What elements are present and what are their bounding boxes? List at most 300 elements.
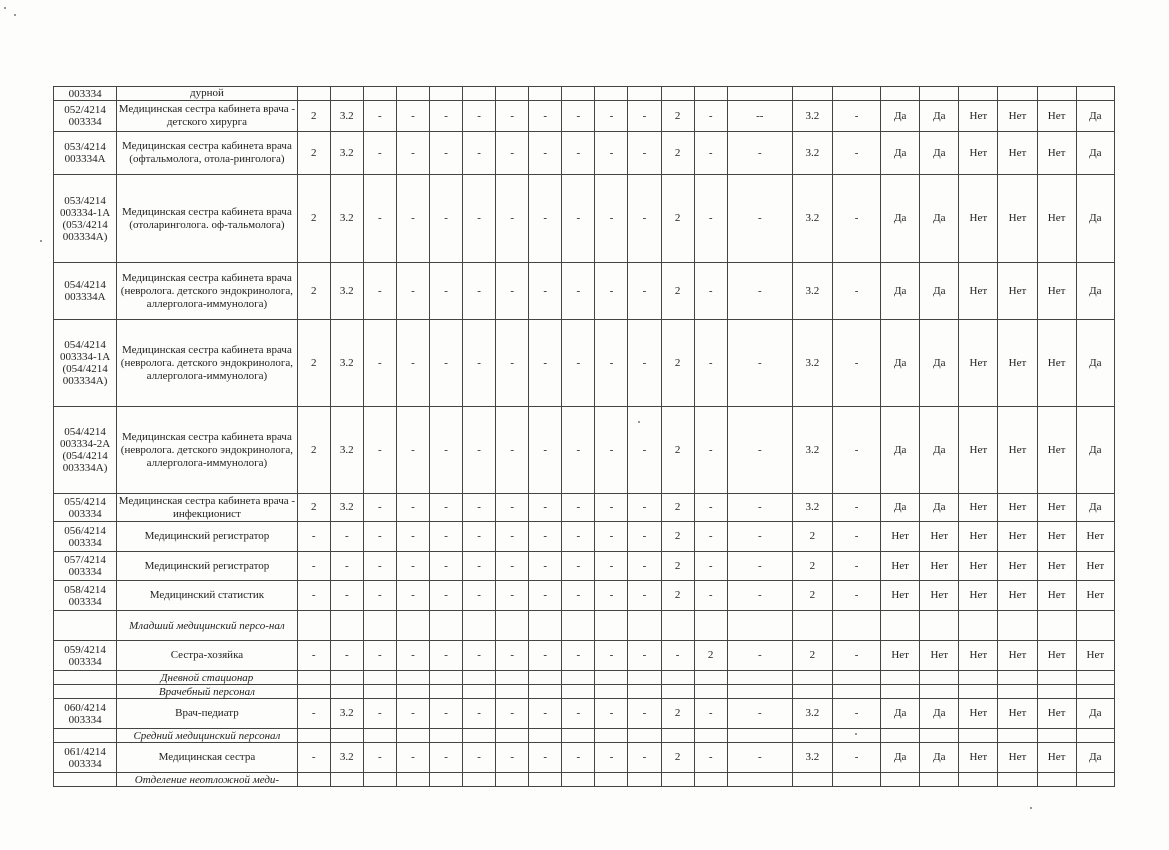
value-cell [1076, 685, 1114, 699]
value-cell [628, 773, 661, 787]
value-cell: - [363, 699, 396, 729]
value-cell: - [429, 494, 462, 522]
value-cell: 2 [297, 320, 330, 407]
value-cell [297, 671, 330, 685]
value-cell [661, 685, 694, 699]
value-cell [363, 685, 396, 699]
position-name: Медицинская сестра кабинета врача (невролога. детского эндокринолога, аллерголога-иммунолога) [117, 320, 298, 407]
value-cell [595, 685, 628, 699]
value-cell: - [595, 407, 628, 494]
value-cell [529, 729, 562, 743]
value-cell [628, 87, 661, 101]
value-cell: 3.2 [330, 175, 363, 263]
value-cell [998, 729, 1037, 743]
value-cell: - [463, 641, 496, 671]
value-cell [496, 685, 529, 699]
value-cell: 2 [297, 101, 330, 132]
value-cell: - [363, 175, 396, 263]
value-cell: - [429, 263, 462, 320]
value-cell: - [529, 407, 562, 494]
value-cell: - [429, 641, 462, 671]
value-cell: - [562, 743, 595, 773]
value-cell [792, 611, 832, 641]
value-cell: Да [920, 699, 959, 729]
value-cell: - [330, 522, 363, 552]
value-cell [661, 87, 694, 101]
value-cell [396, 611, 429, 641]
value-cell [595, 87, 628, 101]
value-cell: - [396, 494, 429, 522]
value-cell: - [727, 320, 792, 407]
value-cell: - [396, 263, 429, 320]
position-name: Медицинская сестра кабинета врача (невролога. детского эндокринолога, аллерголога-иммунолога) [117, 407, 298, 494]
value-cell: - [562, 320, 595, 407]
value-cell: - [562, 641, 595, 671]
value-cell: Да [881, 263, 920, 320]
value-cell: 3.2 [330, 494, 363, 522]
value-cell: 2 [661, 743, 694, 773]
value-cell: Нет [881, 522, 920, 552]
value-cell [998, 611, 1037, 641]
section-heading: Дневной стационар [117, 671, 298, 685]
value-cell: - [694, 320, 727, 407]
table-row [54, 494, 1115, 522]
value-cell [881, 87, 920, 101]
value-cell: - [694, 263, 727, 320]
value-cell: Нет [959, 320, 998, 407]
value-cell [429, 773, 462, 787]
value-cell: 3.2 [330, 101, 363, 132]
value-cell: - [562, 263, 595, 320]
value-cell: - [496, 263, 529, 320]
value-cell [832, 611, 880, 641]
value-cell: 2 [661, 581, 694, 611]
value-cell: - [529, 522, 562, 552]
value-cell: Да [1076, 494, 1114, 522]
section-heading: Средний медицинский персонал [117, 729, 298, 743]
value-cell: - [727, 407, 792, 494]
value-cell: - [429, 522, 462, 552]
value-cell: - [463, 581, 496, 611]
value-cell [429, 611, 462, 641]
value-cell: - [832, 407, 880, 494]
value-cell: Нет [1076, 641, 1114, 671]
table-row [54, 175, 1115, 263]
value-cell: 3.2 [792, 320, 832, 407]
value-cell: - [562, 101, 595, 132]
value-cell [959, 671, 998, 685]
value-cell: - [694, 175, 727, 263]
value-cell: - [727, 263, 792, 320]
position-code [54, 729, 117, 743]
value-cell: Да [920, 494, 959, 522]
value-cell [429, 87, 462, 101]
section-heading: Младший медицинский персо-нал [117, 611, 298, 641]
value-cell: - [496, 320, 529, 407]
position-code: 057/4214 003334 [54, 552, 117, 581]
value-cell: - [363, 494, 396, 522]
value-cell: 2 [661, 407, 694, 494]
value-cell: Да [881, 320, 920, 407]
value-cell [330, 87, 363, 101]
value-cell [463, 685, 496, 699]
value-cell: - [463, 407, 496, 494]
value-cell: - [529, 175, 562, 263]
value-cell: Да [1076, 132, 1114, 175]
value-cell: - [496, 743, 529, 773]
value-cell: - [595, 175, 628, 263]
position-name: Медицинская сестра кабинета врача (отоларинголога. оф-тальмолога) [117, 175, 298, 263]
value-cell: - [529, 132, 562, 175]
table-row [54, 522, 1115, 552]
value-cell [694, 611, 727, 641]
value-cell: Да [881, 494, 920, 522]
value-cell [595, 729, 628, 743]
value-cell: Нет [998, 552, 1037, 581]
value-cell: Нет [920, 522, 959, 552]
value-cell [1037, 671, 1076, 685]
value-cell [881, 671, 920, 685]
value-cell: - [496, 641, 529, 671]
value-cell [429, 685, 462, 699]
value-cell: Нет [920, 581, 959, 611]
section-row [54, 685, 1115, 699]
value-cell: 2 [792, 581, 832, 611]
value-cell: Да [881, 175, 920, 263]
value-cell: - [463, 263, 496, 320]
value-cell: - [463, 175, 496, 263]
value-cell: Нет [1037, 641, 1076, 671]
position-name: Медицинская сестра кабинета врача - инфекционист [117, 494, 298, 522]
value-cell: 3.2 [792, 494, 832, 522]
value-cell [628, 685, 661, 699]
value-cell: - [429, 175, 462, 263]
value-cell: - [595, 699, 628, 729]
value-cell [562, 87, 595, 101]
value-cell: - [496, 581, 529, 611]
value-cell: - [396, 743, 429, 773]
value-cell [832, 685, 880, 699]
value-cell: - [330, 552, 363, 581]
value-cell [297, 611, 330, 641]
value-cell: Нет [1037, 263, 1076, 320]
value-cell [727, 729, 792, 743]
value-cell [727, 87, 792, 101]
value-cell: - [529, 641, 562, 671]
value-cell: Нет [998, 581, 1037, 611]
value-cell: - [562, 494, 595, 522]
position-code: 056/4214 003334 [54, 522, 117, 552]
value-cell: - [496, 407, 529, 494]
value-cell [562, 773, 595, 787]
position-code [54, 685, 117, 699]
value-cell: Нет [1037, 320, 1076, 407]
value-cell: Нет [998, 320, 1037, 407]
value-cell [1076, 87, 1114, 101]
value-cell: - [529, 743, 562, 773]
value-cell: - [396, 581, 429, 611]
value-cell [792, 87, 832, 101]
value-cell [792, 773, 832, 787]
value-cell: - [832, 581, 880, 611]
value-cell: Да [920, 175, 959, 263]
value-cell: - [429, 320, 462, 407]
value-cell: - [832, 743, 880, 773]
value-cell: - [396, 320, 429, 407]
value-cell: - [496, 132, 529, 175]
value-cell [998, 773, 1037, 787]
value-cell: - [463, 522, 496, 552]
value-cell: - [297, 699, 330, 729]
value-cell: - [832, 699, 880, 729]
value-cell [694, 729, 727, 743]
value-cell: Нет [959, 581, 998, 611]
value-cell [881, 729, 920, 743]
value-cell [529, 87, 562, 101]
value-cell [297, 87, 330, 101]
value-cell: 3.2 [330, 320, 363, 407]
value-cell: Нет [1076, 581, 1114, 611]
value-cell: - [396, 699, 429, 729]
table-row [54, 320, 1115, 407]
value-cell: Нет [1037, 132, 1076, 175]
value-cell: Нет [998, 407, 1037, 494]
value-cell: Нет [1037, 175, 1076, 263]
value-cell: - [628, 641, 661, 671]
value-cell [1037, 685, 1076, 699]
value-cell: - [562, 175, 595, 263]
value-cell: - [496, 101, 529, 132]
table-row [54, 552, 1115, 581]
value-cell: - [297, 641, 330, 671]
value-cell: - [694, 101, 727, 132]
value-cell: - [297, 552, 330, 581]
section-heading: Отделение неотложной меди- [117, 773, 298, 787]
position-code [54, 773, 117, 787]
table-row [54, 699, 1115, 729]
value-cell [881, 685, 920, 699]
value-cell: - [628, 552, 661, 581]
value-cell [363, 773, 396, 787]
table-row [54, 263, 1115, 320]
value-cell: - [463, 699, 496, 729]
position-code: 053/4214 003334-1А (053/4214 003334А) [54, 175, 117, 263]
value-cell [429, 729, 462, 743]
value-cell [463, 773, 496, 787]
value-cell: 3.2 [792, 699, 832, 729]
value-cell [529, 685, 562, 699]
value-cell [330, 773, 363, 787]
table-row [54, 132, 1115, 175]
value-cell [959, 685, 998, 699]
value-cell [920, 87, 959, 101]
value-cell [998, 87, 1037, 101]
value-cell [496, 773, 529, 787]
value-cell: Нет [1037, 699, 1076, 729]
value-cell: Нет [998, 132, 1037, 175]
value-cell: Да [920, 320, 959, 407]
value-cell: Да [920, 407, 959, 494]
value-cell [661, 611, 694, 641]
value-cell: - [363, 263, 396, 320]
value-cell [562, 685, 595, 699]
table-row [54, 581, 1115, 611]
value-cell: Нет [959, 641, 998, 671]
value-cell: - [562, 581, 595, 611]
value-cell: - [429, 101, 462, 132]
value-cell: Да [881, 132, 920, 175]
value-cell: 2 [661, 699, 694, 729]
value-cell: - [396, 101, 429, 132]
table-row [54, 407, 1115, 494]
position-code: 059/4214 003334 [54, 641, 117, 671]
value-cell [562, 671, 595, 685]
value-cell: 3.2 [330, 407, 363, 494]
value-cell: - [595, 263, 628, 320]
value-cell: - [529, 263, 562, 320]
value-cell [628, 671, 661, 685]
value-cell [920, 773, 959, 787]
value-cell [920, 685, 959, 699]
value-cell [429, 671, 462, 685]
value-cell: - [595, 320, 628, 407]
value-cell: - [727, 581, 792, 611]
value-cell: - [363, 320, 396, 407]
value-cell [529, 773, 562, 787]
value-cell: - [297, 581, 330, 611]
value-cell [694, 671, 727, 685]
position-code: 058/4214 003334 [54, 581, 117, 611]
value-cell: - [595, 522, 628, 552]
value-cell [463, 87, 496, 101]
value-cell [727, 611, 792, 641]
value-cell: 3.2 [330, 743, 363, 773]
value-cell: - [496, 175, 529, 263]
value-cell: - [595, 494, 628, 522]
value-cell [595, 611, 628, 641]
value-cell: Да [881, 407, 920, 494]
value-cell: 2 [792, 522, 832, 552]
value-cell: - [832, 641, 880, 671]
value-cell: - [595, 101, 628, 132]
position-code: 060/4214 003334 [54, 699, 117, 729]
value-cell [998, 671, 1037, 685]
value-cell: - [396, 522, 429, 552]
value-cell: - [297, 522, 330, 552]
value-cell: 2 [297, 494, 330, 522]
value-cell: 3.2 [792, 263, 832, 320]
value-cell: Нет [1037, 552, 1076, 581]
value-cell [496, 729, 529, 743]
section-heading: Врачебный персонал [117, 685, 298, 699]
value-cell [920, 611, 959, 641]
value-cell [396, 87, 429, 101]
value-cell: - [396, 552, 429, 581]
value-cell: - [628, 320, 661, 407]
value-cell: - [363, 581, 396, 611]
position-code: 003334 [54, 87, 117, 101]
value-cell: Да [1076, 175, 1114, 263]
value-cell: Да [1076, 699, 1114, 729]
value-cell: Нет [959, 101, 998, 132]
value-cell: - [562, 699, 595, 729]
value-cell: - [330, 581, 363, 611]
value-cell: - [529, 581, 562, 611]
value-cell: - [429, 699, 462, 729]
value-cell: - [628, 522, 661, 552]
value-cell [496, 611, 529, 641]
value-cell: -- [727, 101, 792, 132]
value-cell: - [694, 132, 727, 175]
value-cell: - [694, 407, 727, 494]
value-cell: - [832, 132, 880, 175]
value-cell: - [463, 743, 496, 773]
value-cell [330, 685, 363, 699]
value-cell: Нет [998, 522, 1037, 552]
value-cell: - [496, 552, 529, 581]
value-cell [363, 729, 396, 743]
value-cell: - [694, 552, 727, 581]
value-cell [1076, 671, 1114, 685]
value-cell [792, 729, 832, 743]
value-cell: Нет [959, 175, 998, 263]
value-cell: 2 [694, 641, 727, 671]
value-cell [920, 729, 959, 743]
value-cell: Нет [1037, 581, 1076, 611]
value-cell: - [628, 263, 661, 320]
position-code: 061/4214 003334 [54, 743, 117, 773]
value-cell [1037, 729, 1076, 743]
value-cell: - [562, 522, 595, 552]
value-cell: - [396, 407, 429, 494]
table-row [54, 87, 1115, 101]
value-cell [297, 729, 330, 743]
value-cell: - [529, 320, 562, 407]
value-cell: - [496, 494, 529, 522]
position-code: 053/4214 003334А [54, 132, 117, 175]
value-cell: 3.2 [792, 175, 832, 263]
value-cell [959, 611, 998, 641]
position-name: дурной [117, 87, 298, 101]
value-cell: 3.2 [792, 743, 832, 773]
value-cell: - [832, 175, 880, 263]
value-cell [396, 685, 429, 699]
value-cell: Нет [998, 101, 1037, 132]
value-cell: 2 [661, 175, 694, 263]
position-name: Медицинский регистратор [117, 522, 298, 552]
value-cell: 2 [661, 522, 694, 552]
value-cell: - [562, 132, 595, 175]
value-cell: Нет [959, 522, 998, 552]
value-cell: Нет [998, 641, 1037, 671]
position-code [54, 671, 117, 685]
value-cell: 2 [297, 263, 330, 320]
value-cell: - [832, 101, 880, 132]
value-cell: - [363, 407, 396, 494]
value-cell: Да [881, 743, 920, 773]
value-cell [832, 729, 880, 743]
value-cell: - [694, 743, 727, 773]
value-cell: - [529, 699, 562, 729]
value-cell: - [628, 132, 661, 175]
assessment-table [53, 86, 1115, 787]
value-cell [1037, 87, 1076, 101]
value-cell [727, 685, 792, 699]
position-name: Сестра-хозяйка [117, 641, 298, 671]
position-name: Медицинская сестра кабинета врача (невролога. детского эндокринолога, аллерголога-иммунолога) [117, 263, 298, 320]
value-cell [463, 671, 496, 685]
value-cell [330, 671, 363, 685]
